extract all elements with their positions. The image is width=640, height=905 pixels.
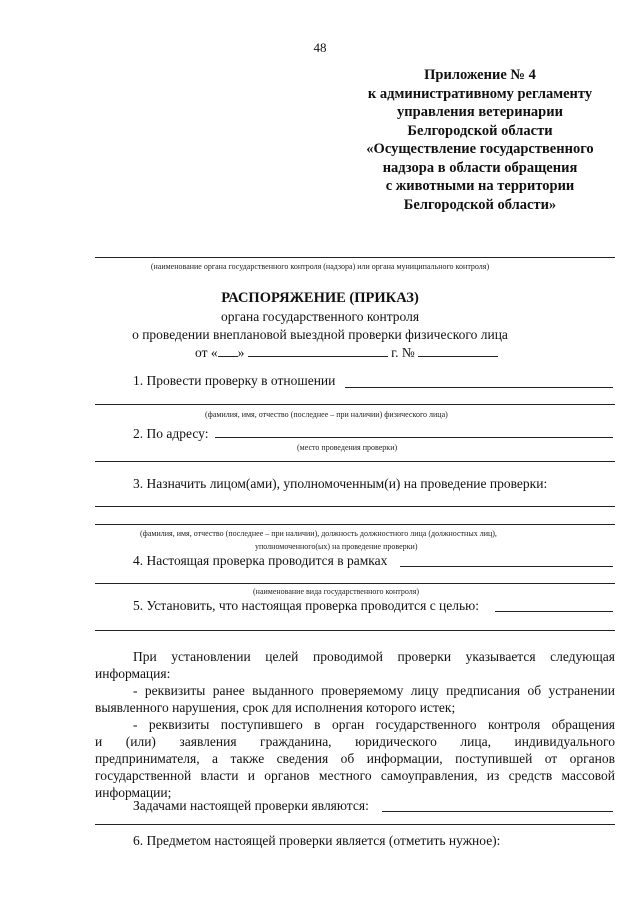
page-number: 48 (313, 40, 327, 55)
item3-caption-2: уполномоченного(ых) на проведение проверки) (255, 542, 418, 551)
item5-field[interactable] (495, 611, 613, 612)
item1-field[interactable] (345, 387, 613, 388)
appendix-line: Приложение № 4 (424, 67, 536, 83)
item3-caption-1: (фамилия, имя, отчество (последнее – при наличии), должность должностного лица (должностных лиц), (140, 529, 497, 538)
para3-line1: - реквизиты поступившего в орган государственного контроля обращения (133, 717, 615, 732)
order-title: РАСПОРЯЖЕНИЕ (ПРИКАЗ) (221, 290, 419, 306)
item3-label: 3. Назначить лицом(ами), уполномоченным(и) на проведение проверки: (133, 476, 548, 491)
appendix-line: надзора в области обращения (382, 159, 578, 176)
item3-field-line1[interactable] (95, 506, 615, 507)
order-date-line (195, 344, 498, 361)
authority-caption: (наименование органа государственного контроля (надзора) или органа муниципального контроля) (150, 262, 490, 271)
order-subtitle-1: органа государственного контроля (220, 309, 420, 324)
tasks-field[interactable] (382, 811, 613, 812)
para3-line3: предпринимателя, а также сведения об информации, поступившей от органов (95, 751, 615, 766)
date-month-year-field[interactable] (248, 344, 388, 357)
order-number-field[interactable] (418, 344, 498, 357)
para2-line2: выявленного нарушения, срок для исполнения которого истек; (95, 700, 456, 715)
item1-field-line2[interactable] (95, 404, 615, 405)
item3-field-line2[interactable] (95, 524, 615, 525)
tasks-label: Задачами настоящей проверки являются: (133, 798, 369, 813)
item2-field[interactable] (215, 437, 613, 438)
item2-field-line2[interactable] (95, 461, 615, 462)
para2-line1: - реквизиты ранее выданного проверяемому лицу предписания об устранении (133, 683, 615, 698)
appendix-header (330, 66, 630, 214)
para1-line1: При установлении целей проводимой проверки указывается следующая (133, 649, 615, 664)
item4-field-line2[interactable] (95, 583, 615, 584)
authority-name-line[interactable] (95, 257, 615, 258)
para3-line5: информации; (95, 785, 172, 800)
date-prefix: от « (195, 345, 218, 360)
order-year-no: г. № (391, 345, 415, 360)
item4-caption: (наименование вида государственного контроля) (253, 587, 420, 596)
item5-field-line2[interactable] (95, 630, 615, 631)
appendix-line: к административному регламенту (367, 85, 593, 102)
appendix-line: с животными на территории (385, 178, 575, 194)
appendix-line: Белгородской области (407, 122, 553, 139)
item6-label: 6. Предметом настоящей проверки является (отметить нужное): (133, 833, 501, 848)
para3-line2: и (или) заявления гражданина, юридического лица, индивидуального (95, 734, 615, 749)
appendix-line: Белгородской области» (403, 196, 557, 213)
item1-caption: (фамилия, имя, отчество (последнее – при наличии) физического лица) (205, 410, 448, 419)
item2-caption: (место проведения проверки) (297, 443, 398, 452)
tasks-field-line2[interactable] (95, 824, 615, 825)
item2-label: 2. По адресу: (133, 426, 209, 441)
para1-line2: информация: (95, 666, 171, 681)
date-day-field[interactable] (218, 344, 238, 357)
date-mid: » (237, 345, 245, 360)
item1-label: 1. Провести проверку в отношении (133, 373, 336, 388)
appendix-line: управления ветеринарии (397, 104, 563, 120)
para3-line4: государственной власти и органов местного самоуправления, из средств массовой (95, 768, 615, 783)
item4-field[interactable] (400, 566, 613, 567)
appendix-line: «Осуществление государственного (366, 141, 594, 157)
item4-label: 4. Настоящая проверка проводится в рамках (133, 553, 388, 568)
item5-label: 5. Установить, что настоящая проверка проводится с целью: (133, 598, 480, 613)
order-subtitle-2: о проведении внеплановой выездной проверки физического лица (132, 327, 508, 342)
